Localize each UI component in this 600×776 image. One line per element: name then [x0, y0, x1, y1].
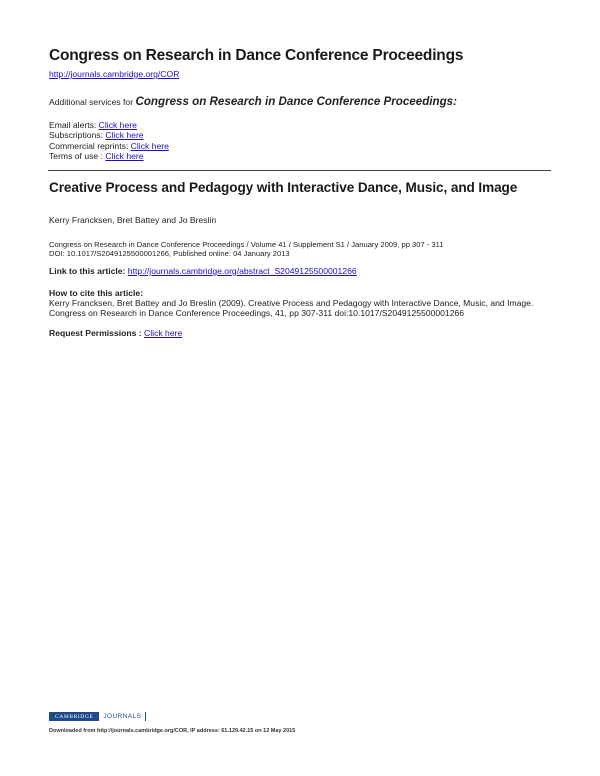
request-permissions-link[interactable]: Click here: [144, 328, 183, 338]
service-label: Email alerts:: [49, 120, 99, 130]
logo-cambridge-text: CAMBRIDGE: [49, 712, 99, 721]
subscriptions-link[interactable]: Click here: [105, 130, 144, 141]
request-permissions: [49, 328, 182, 338]
link-to-article: [49, 266, 357, 276]
additional-services: [49, 92, 457, 110]
citation-line-1: Kerry Francksen, Bret Battey and Jo Breslin (2009). Creative Process and Pedagogy with Interactive Dance, Music, and Image.: [49, 298, 534, 309]
email-alerts-link[interactable]: Click here: [98, 120, 137, 130]
divider: [48, 170, 551, 171]
logo-journals-text: JOURNALS: [99, 712, 146, 721]
citation-line-2: Congress on Research in Dance Conference Proceedings, 41, pp 307-311 doi:10.1017/S2049125500001266: [49, 308, 465, 319]
request-permissions-label: Request Permissions :: [49, 328, 145, 338]
source-line: Congress on Research in Dance Conference Proceedings / Volume 41 / Supplement S1 / January 2009, pp 307 - 311: [49, 240, 444, 249]
article-authors: Kerry Francksen, Bret Battey and Jo Breslin: [49, 215, 217, 225]
how-to-cite-heading: How to cite this article:: [49, 288, 144, 298]
article-title: Creative Process and Pedagogy with Interactive Dance, Music, and Image: [49, 180, 518, 195]
service-row-terms-of-use: [49, 151, 169, 161]
service-row-email-alerts: [49, 120, 169, 130]
article-url-link[interactable]: http://journals.cambridge.org/abstract_S2049125500001266: [127, 266, 357, 276]
cambridge-journals-logo: [49, 712, 146, 721]
doi-line: DOI: 10.1017/S2049125500001266, Published online: 04 January 2013: [49, 249, 290, 259]
service-row-commercial-reprints: [49, 141, 169, 151]
download-notice: Downloaded from http://journals.cambridge.org/COR, IP address: 61.129.42.15 on 12 May 2015: [49, 728, 296, 734]
article-source-info: [49, 240, 444, 258]
additional-services-lead: Additional services for: [49, 97, 136, 107]
services-list: [49, 120, 169, 162]
service-label: Commercial reprints:: [49, 140, 131, 151]
additional-services-journal: Congress on Research in Dance Conference Proceedings:: [135, 95, 457, 108]
how-to-cite: [49, 288, 533, 319]
terms-of-use-link[interactable]: Click here: [105, 151, 144, 162]
service-row-subscriptions: [49, 130, 169, 140]
service-label: Terms of use :: [49, 151, 106, 162]
journal-title: Congress on Research in Dance Conference Proceedings: [49, 47, 464, 64]
journal-url-link[interactable]: http://journals.cambridge.org/COR: [49, 69, 180, 79]
service-label: Subscriptions:: [49, 130, 106, 141]
link-to-article-label: Link to this article:: [49, 266, 128, 276]
commercial-reprints-link[interactable]: Click here: [130, 140, 169, 151]
